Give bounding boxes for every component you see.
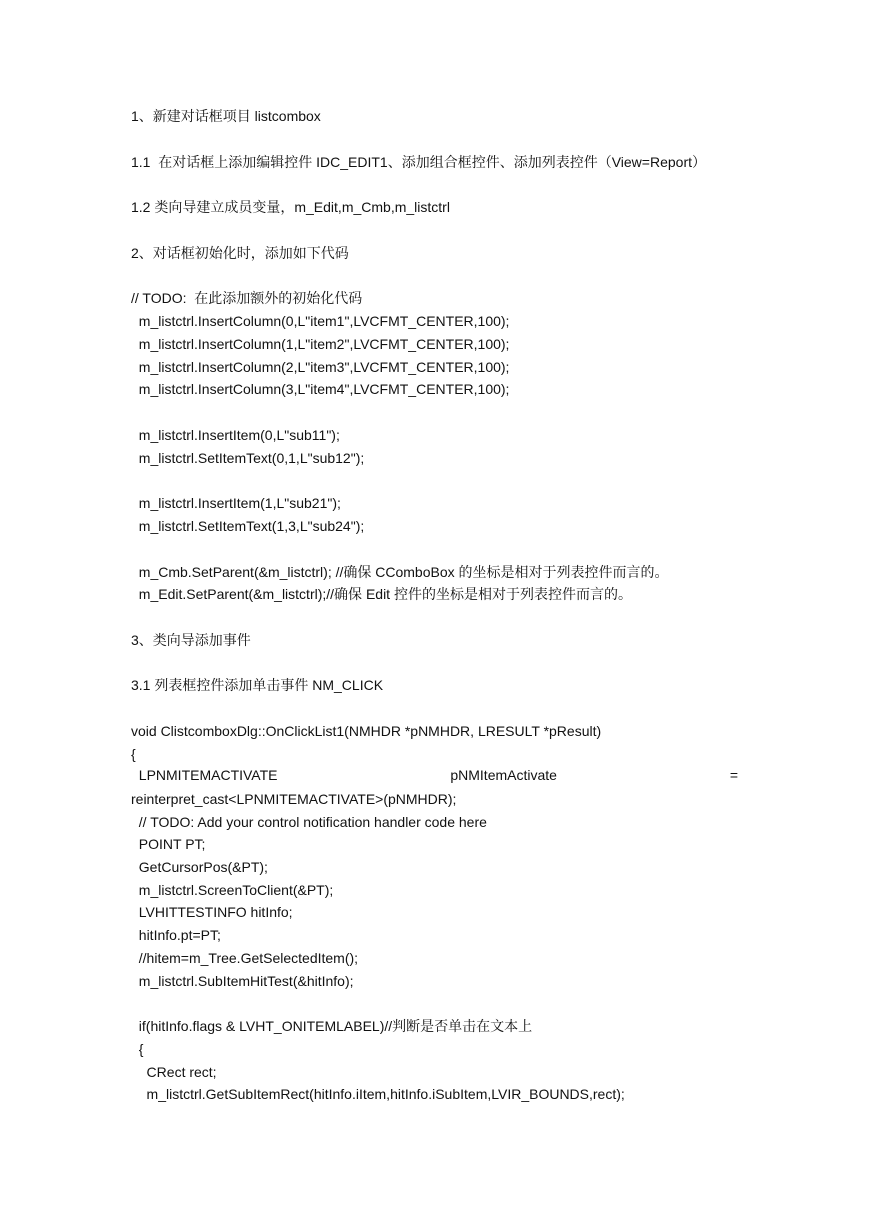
code-line: m_listctrl.GetSubItemRect(hitInfo.iItem,hitInfo.iSubItem,LVIR_BOUNDS,rect); — [131, 1086, 625, 1102]
code-line: m_listctrl.InsertColumn(2,L"item3",LVCFMT_CENTER,100); — [131, 359, 510, 375]
code-line: m_listctrl.SetItemText(1,3,L"sub24"); — [131, 518, 365, 534]
step-2-heading: 2、对话框初始化时，添加如下代码 — [131, 245, 349, 261]
step-1-heading: 1、新建对话框项目 listcombox — [131, 108, 321, 124]
code-line: { — [131, 1041, 144, 1057]
code-line: m_listctrl.InsertColumn(0,L"item1",LVCFMT_CENTER,100); — [131, 313, 510, 329]
code-line: reinterpret_cast<LPNMITEMACTIVATE>(pNMHDR); — [131, 791, 457, 807]
code-line: m_listctrl.ScreenToClient(&PT); — [131, 882, 334, 898]
step-3-heading: 3、类向导添加事件 — [131, 632, 251, 648]
code-line: // TODO: 在此添加额外的初始化代码 — [131, 290, 363, 306]
code-line: m_listctrl.InsertColumn(1,L"item2",LVCFMT_CENTER,100); — [131, 336, 510, 352]
code-line: hitInfo.pt=PT; — [131, 927, 221, 943]
code-token: = — [729, 767, 738, 783]
code-line: { — [131, 746, 136, 762]
code-token: pNMItemActivate — [450, 767, 557, 783]
code-line: LVHITTESTINFO hitInfo; — [131, 904, 293, 920]
code-line: m_Cmb.SetParent(&m_listctrl); //确保 CComboBox 的坐标是相对于列表控件而言的。 — [131, 564, 669, 580]
code-line: m_listctrl.InsertItem(0,L"sub11"); — [131, 427, 340, 443]
code-line: POINT PT; — [131, 836, 206, 852]
code-line: void ClistcomboxDlg::OnClickList1(NMHDR *pNMHDR, LRESULT *pResult) — [131, 723, 602, 739]
justified-code-line — [131, 766, 738, 784]
step-3-1-text: 3.1 列表框控件添加单击事件 NM_CLICK — [131, 677, 384, 693]
code-line: m_listctrl.SubItemHitTest(&hitInfo); — [131, 973, 354, 989]
code-line: //hitem=m_Tree.GetSelectedItem(); — [131, 950, 359, 966]
code-line: if(hitInfo.flags & LVHT_ONITEMLABEL)//判断是否单击在文本上 — [131, 1018, 533, 1034]
code-line: // TODO: Add your control notification handler code here — [131, 814, 487, 830]
code-token: LPNMITEMACTIVATE — [131, 767, 278, 783]
code-line: CRect rect; — [131, 1064, 217, 1080]
code-line: GetCursorPos(&PT); — [131, 859, 268, 875]
code-line: m_Edit.SetParent(&m_listctrl);//确保 Edit 控件的坐标是相对于列表控件而言的。 — [131, 586, 632, 602]
code-line: m_listctrl.InsertColumn(3,L"item4",LVCFMT_CENTER,100); — [131, 381, 510, 397]
code-line: m_listctrl.InsertItem(1,L"sub21"); — [131, 495, 341, 511]
step-1-2-text: 1.2 类向导建立成员变量，m_Edit,m_Cmb,m_listctrl — [131, 199, 450, 215]
step-1-1-text: 1.1 在对话框上添加编辑控件 IDC_EDIT1、添加组合框控件、添加列表控件（View=Report） — [131, 154, 706, 170]
code-line: m_listctrl.SetItemText(0,1,L"sub12"); — [131, 450, 365, 466]
